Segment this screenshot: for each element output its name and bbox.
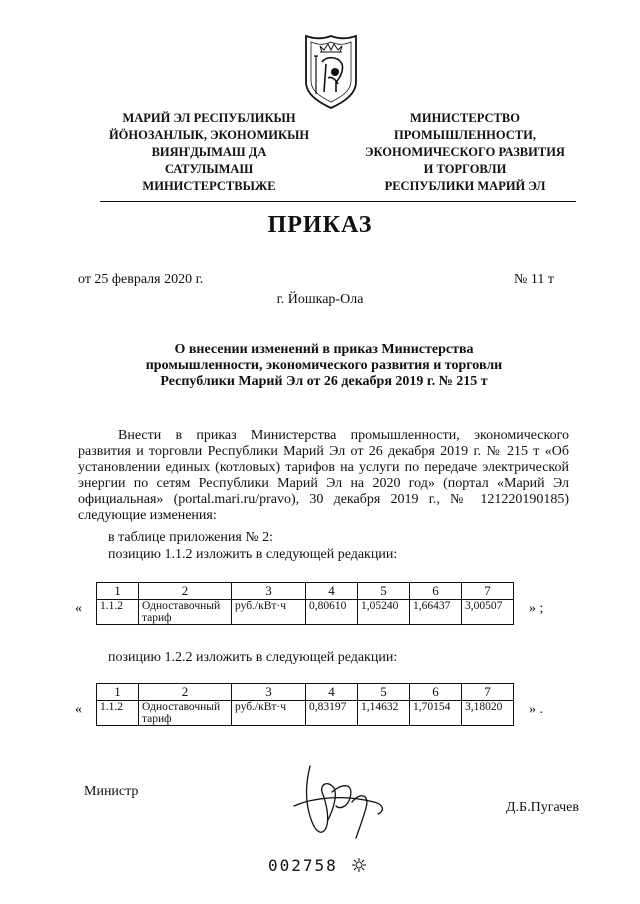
table-cell (139, 701, 232, 726)
table-cell: 3,00507 (462, 600, 514, 625)
table-cell: 1.1.2 (97, 600, 139, 625)
header-right-line: ЭКОНОМИЧЕСКОГО РАЗВИТИЯ (365, 145, 565, 159)
tariff-table-2 (96, 683, 514, 726)
annex-line: в таблице приложения № 2: (108, 530, 274, 545)
tariff-type: Одноставочный (142, 701, 221, 713)
handwritten-signature (282, 762, 392, 840)
table-header-cell: 7 (462, 583, 514, 600)
document-number: № 11 т (514, 272, 554, 287)
table2-close-quote: » . (529, 702, 543, 717)
header-right-line: И ТОРГОВЛИ (423, 162, 507, 176)
signatory-name: Д.Б.Пугачев (506, 800, 579, 815)
table1-open-quote: « (75, 601, 82, 616)
header-right-line: ПРОМЫШЛЕННОСТИ, (394, 128, 536, 142)
table-header-cell: 7 (462, 684, 514, 701)
table-header-row (97, 583, 514, 600)
document-city: г. Йошкар-Ола (276, 292, 364, 307)
table-cell: руб./кВт·ч (232, 600, 306, 625)
table-header-cell: 6 (410, 684, 462, 701)
document-subject (118, 342, 530, 390)
table-cell (139, 600, 232, 625)
table-row (97, 701, 514, 726)
tariff-table-1 (96, 582, 514, 625)
header-left-line: ЙӦНОЗАНЛЫК, ЭКОНОМИКЫН (108, 128, 310, 142)
table-header-cell: 6 (410, 583, 462, 600)
table-cell: 3,18020 (462, 701, 514, 726)
table-header-cell: 2 (139, 583, 232, 600)
ornament-icon (352, 858, 366, 872)
subject-line: Республики Марий Эл от 26 декабря 2019 г. № 215 т (160, 374, 488, 389)
document-body (78, 428, 569, 524)
document-title: ПРИКАЗ (267, 212, 373, 238)
table-cell: 1,05240 (358, 600, 410, 625)
table-cell: 1,70154 (410, 701, 462, 726)
subject-line: О внесении изменений в приказ Министерства (174, 342, 474, 357)
signatory-position: Министр (84, 784, 139, 799)
header-divider (100, 201, 576, 202)
table-header-row (97, 684, 514, 701)
table-header-cell: 1 (97, 684, 139, 701)
serial-number: 002758 (268, 856, 338, 875)
header-right-line: РЕСПУБЛИКИ МАРИЙ ЭЛ (384, 179, 546, 193)
table-cell: 1,66437 (410, 600, 462, 625)
table-cell: 1,14632 (358, 701, 410, 726)
table-header-cell: 4 (306, 583, 358, 600)
tariff-type: Одноставочный (142, 600, 221, 612)
table2-open-quote: « (75, 702, 82, 717)
header-left-line: САТУЛЫМАШ (164, 162, 254, 176)
coat-of-arms-emblem (302, 34, 360, 110)
document-date: от 25 февраля 2020 г. (78, 272, 204, 287)
header-left-block (100, 110, 318, 195)
table-header-cell: 1 (97, 583, 139, 600)
header-left-line: МИНИСТЕРСТВЫЖЕ (142, 179, 276, 193)
table-row (97, 600, 514, 625)
table-header-cell: 5 (358, 684, 410, 701)
header-left-line: МАРИЙ ЭЛ РЕСПУБЛИКЫН (122, 111, 296, 125)
table-cell: 1.1.2 (97, 701, 139, 726)
header-right-block (352, 110, 578, 195)
tariff-type-cont: тариф (142, 713, 172, 725)
header-right-line: МИНИСТЕРСТВО (410, 111, 520, 125)
table-cell: руб./кВт·ч (232, 701, 306, 726)
table-cell: 0,80610 (306, 600, 358, 625)
header-left-line: ВИЯҤДЫМАШ ДА (151, 145, 267, 159)
tariff-type-cont: тариф (142, 612, 172, 624)
table-cell: 0,83197 (306, 701, 358, 726)
table-header-cell: 2 (139, 684, 232, 701)
subject-line: промышленности, экономического развития и торговли (145, 358, 503, 373)
table1-close-quote: » ; (529, 601, 544, 616)
table-header-cell: 3 (232, 583, 306, 600)
table-header-cell: 5 (358, 583, 410, 600)
position1-line: позицию 1.1.2 изложить в следующей редакции: (108, 547, 398, 562)
position2-line: позицию 1.2.2 изложить в следующей редакции: (108, 650, 398, 665)
body-paragraph: Внести в приказ Министерства промышленности, экономического развития и торговли Республики Марий Эл от 26 декабря 2019 г. № 215 т «Об установлении единых (котловых) тарифов на услуги по передаче электрической энергии по сетям Республики Марий Эл на 2020 год» (портал «Марий Эл официальная» (portal.mari.ru/pravo), 30 декабря 2019 г., № 121220190185) следующие изменения: (78, 428, 569, 523)
table-header-cell: 4 (306, 684, 358, 701)
table-header-cell: 3 (232, 684, 306, 701)
